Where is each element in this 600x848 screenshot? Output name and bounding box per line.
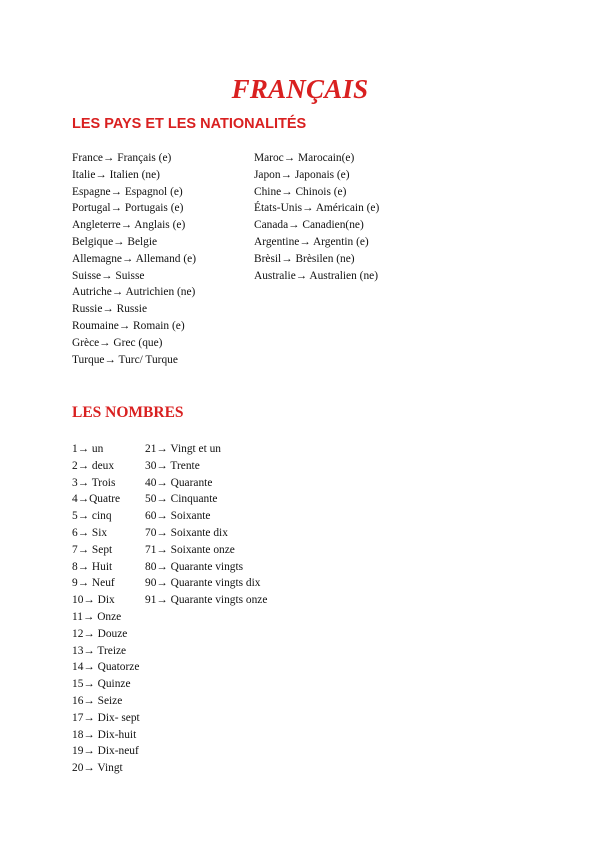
list-item: 11→ Onze (72, 610, 122, 623)
list-item: Italie→ Italien (ne) (72, 168, 160, 181)
list-item: 20→ Vingt (72, 762, 123, 775)
list-item: Japon→ Japonais (e) (254, 168, 350, 181)
list-item: Canada→ Canadien(ne) (254, 219, 364, 232)
list-item: 13→ Treize (72, 644, 127, 657)
list-item: 50→ Cinquante (145, 493, 218, 506)
list-item: États-Unis→ Américain (e) (254, 202, 380, 215)
list-item: Chine→ Chinois (e) (254, 185, 347, 198)
list-item: 4→Quatre (72, 493, 121, 506)
list-item: 18→ Dix-huit (72, 728, 137, 741)
numbers-list-right (145, 441, 267, 609)
list-item: 91→ Quarante vingts onze (145, 594, 268, 607)
list-item: Turque→ Turc/ Turque (72, 353, 178, 366)
list-item: 3→ Trois (72, 476, 116, 489)
list-item: 6→ Six (72, 526, 108, 539)
list-item: 21→ Vingt et un (145, 443, 221, 455)
list-item: 2→ deux (72, 459, 115, 472)
list-item: 7→ Sept (72, 543, 113, 556)
numbers-heading: LES NOMBRES (72, 404, 184, 421)
countries-list-right (254, 150, 379, 284)
list-item: 80→ Quarante vingts (145, 560, 244, 573)
list-item: Australie→ Australien (ne) (254, 269, 378, 282)
list-item: 1→ un (72, 443, 104, 455)
list-item: 71→ Soixante onze (145, 543, 235, 556)
list-item: Argentine→ Argentin (e) (254, 235, 369, 248)
list-item: 40→ Quarante (145, 476, 213, 489)
page-title: FRANÇAIS (231, 74, 369, 104)
list-item: Portugal→ Portugais (e) (72, 202, 184, 215)
list-item: 70→ Soixante dix (145, 526, 228, 539)
countries-heading: LES PAYS ET LES NATIONALITÉS (72, 116, 307, 132)
list-item: France→ Français (e) (72, 152, 172, 164)
list-item: Belgique→ Belgie (72, 235, 158, 248)
list-item: Autriche→ Autrichien (ne) (72, 286, 196, 299)
list-item: 5→ cinq (72, 510, 112, 523)
list-item: Russie→ Russie (72, 303, 147, 316)
list-item: 9→ Neuf (72, 577, 115, 590)
list-item: Roumaine→ Romain (e) (72, 319, 185, 332)
list-item: Espagne→ Espagnol (e) (72, 185, 183, 198)
list-item: 60→ Soixante (145, 510, 211, 523)
list-item: 16→ Seize (72, 694, 123, 707)
list-item: 14→ Quatorze (72, 661, 140, 674)
list-item: 17→ Dix- sept (72, 711, 140, 724)
list-item: Maroc→ Marocain(e) (254, 152, 355, 164)
list-item: 30→ Trente (145, 459, 200, 472)
list-item: Allemagne→ Allemand (e) (72, 252, 196, 265)
list-item: Angleterre→ Anglais (e) (72, 219, 186, 232)
list-item: 10→ Dix (72, 594, 115, 607)
list-item: Grèce→ Grec (que) (72, 336, 163, 349)
numbers-list-left (72, 441, 140, 777)
countries-list-left (72, 150, 196, 368)
list-item: 90→ Quarante vingts dix (145, 577, 261, 590)
list-item: Brèsil→ Brèsilen (ne) (254, 252, 355, 265)
list-item: 12→ Douze (72, 627, 128, 640)
list-item: 8→ Huit (72, 560, 113, 573)
list-item: 15→ Quinze (72, 678, 131, 691)
list-item: 19→ Dix-neuf (72, 745, 139, 758)
list-item: Suisse→ Suisse (72, 269, 145, 282)
